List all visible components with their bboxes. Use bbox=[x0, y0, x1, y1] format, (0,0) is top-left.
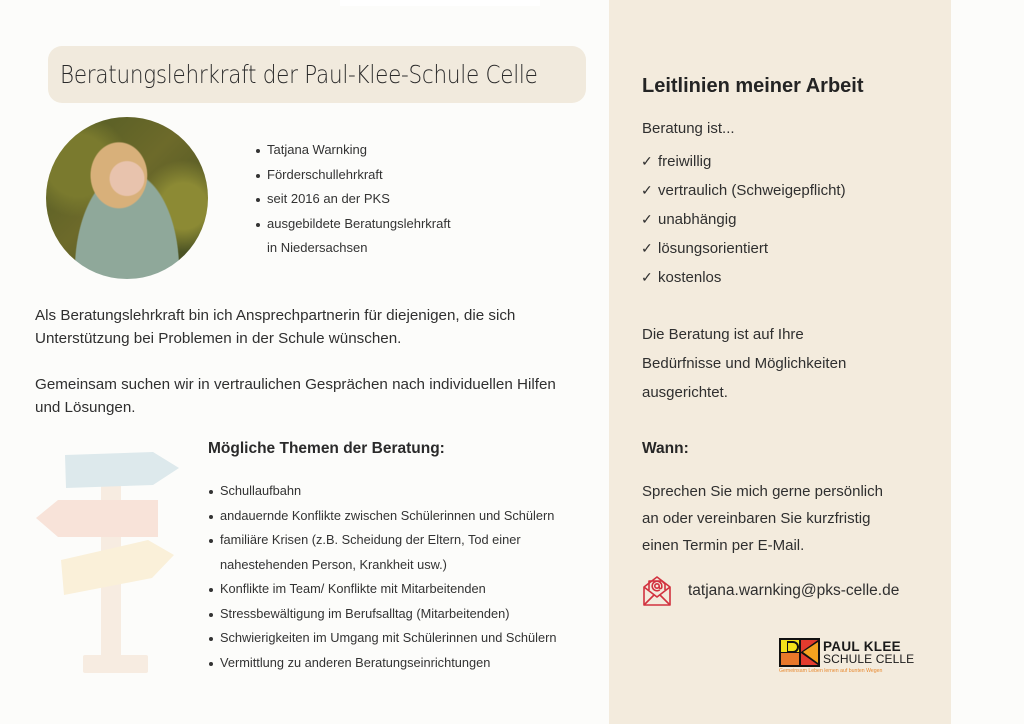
intro-text bbox=[35, 304, 580, 442]
principle-item bbox=[641, 205, 846, 234]
principle-label: unabhängig bbox=[658, 211, 737, 228]
principle-item bbox=[641, 263, 846, 292]
topic-item: Schullaufbahn bbox=[207, 479, 556, 504]
topic-item: familiäre Krisen (z.B. Scheidung der Eltern, Tod einer bbox=[207, 528, 556, 553]
email-link[interactable]: tatjana.warnking@pks-celle.de bbox=[688, 582, 900, 599]
school-logo bbox=[779, 638, 914, 674]
topic-item: Vermittlung zu anderen Beratungseinrichtungen bbox=[207, 651, 556, 676]
signpost-illustration bbox=[36, 450, 186, 674]
principle-label: kostenlos bbox=[658, 269, 722, 286]
email-contact[interactable] bbox=[641, 574, 899, 608]
pks-logo-mark bbox=[779, 638, 820, 667]
profile-details bbox=[254, 138, 451, 261]
profile-role: Förderschullehrkraft bbox=[254, 163, 451, 188]
guidelines-intro: Beratung ist... bbox=[642, 120, 735, 137]
principle-label: vertraulich (Schweigepflicht) bbox=[658, 182, 846, 199]
check-icon: ✓ bbox=[641, 240, 653, 256]
topic-item: andauernde Konflikte zwischen Schülerinnen und Schülern bbox=[207, 504, 556, 529]
needs-line: Die Beratung ist auf Ihre bbox=[642, 326, 804, 343]
profile-name: Tatjana Warnking bbox=[254, 138, 451, 163]
principle-item bbox=[641, 147, 846, 176]
profile-qualification-cont: in Niedersachsen bbox=[267, 240, 368, 255]
intro-paragraph-2: Gemeinsam suchen wir in vertraulichen Gesprächen nach individuellen Hilfen und Lösungen. bbox=[35, 376, 556, 416]
when-line: an oder vereinbaren Sie kurzfristig bbox=[642, 510, 871, 527]
topic-item-cont: nahestehenden Person, Krankheit usw.) bbox=[220, 556, 447, 572]
envelope-at-icon bbox=[641, 574, 673, 608]
page-title: Beratungslehrkraft der Paul-Klee-Schule Celle bbox=[60, 60, 538, 89]
principle-item bbox=[641, 234, 846, 263]
logo-tagline: Gemeinsam Leben lernen auf bunten Wegen bbox=[779, 668, 883, 674]
when-text bbox=[642, 478, 932, 559]
check-icon: ✓ bbox=[641, 182, 653, 198]
check-icon: ✓ bbox=[641, 153, 653, 169]
title-banner bbox=[48, 46, 586, 103]
guidelines-heading: Leitlinien meiner Arbeit bbox=[642, 75, 864, 97]
topic-item: Stressbewältigung im Berufsalltag (Mitarbeitenden) bbox=[207, 602, 556, 627]
topic-item: Konflikte im Team/ Konflikte mit Mitarbeitenden bbox=[207, 577, 556, 602]
check-icon: ✓ bbox=[641, 269, 653, 285]
when-line: einen Termin per E-Mail. bbox=[642, 537, 805, 554]
intro-paragraph-1: Als Beratungslehrkraft bin ich Ansprechpartnerin für diejenigen, die sich Unterstützung bei Problemen in der Schule wünschen. bbox=[35, 307, 516, 347]
topics-list bbox=[207, 479, 556, 675]
principle-item bbox=[641, 176, 846, 205]
topic-item: Schwierigkeiten im Umgang mit Schülerinnen und Schülern bbox=[207, 626, 556, 651]
profile-since: seit 2016 an der PKS bbox=[254, 187, 451, 212]
avatar bbox=[46, 117, 208, 279]
principle-label: freiwillig bbox=[658, 153, 712, 170]
needs-line: Bedürfnisse und Möglichkeiten bbox=[642, 355, 847, 372]
top-strip bbox=[340, 0, 540, 6]
needs-text bbox=[642, 320, 932, 407]
when-heading: Wann: bbox=[642, 440, 689, 457]
principle-label: lösungsorientiert bbox=[658, 240, 769, 257]
logo-line-1: PAUL KLEE bbox=[823, 638, 901, 654]
needs-line: ausgerichtet. bbox=[642, 384, 728, 401]
when-line: Sprechen Sie mich gerne persönlich bbox=[642, 483, 883, 500]
check-icon: ✓ bbox=[641, 211, 653, 227]
topics-heading: Mögliche Themen der Beratung: bbox=[208, 440, 445, 457]
profile-qualification: ausgebildete Beratungslehrkraft bbox=[254, 212, 451, 237]
principles-list bbox=[641, 147, 846, 292]
logo-line-2: SCHULE CELLE bbox=[823, 651, 915, 666]
